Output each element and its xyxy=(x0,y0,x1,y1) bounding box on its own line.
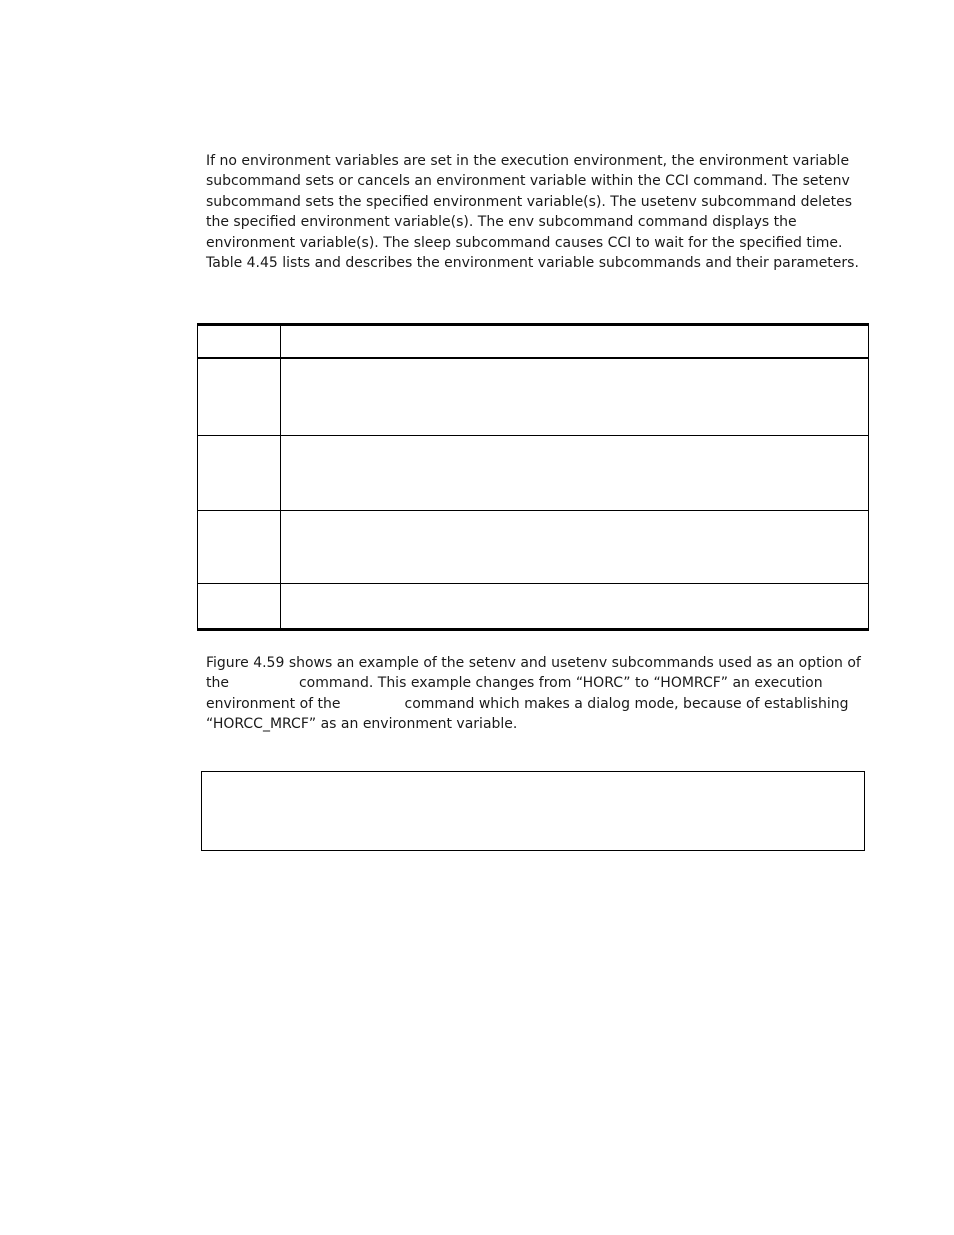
intro-line: If no environment variables are set in the execution environment, the environment variable xyxy=(206,153,850,169)
figure-intro-paragraph xyxy=(206,653,866,735)
figure-intro-line xyxy=(206,694,866,714)
figure-intro-line: “HORCC_MRCF” as an environment variable. xyxy=(206,716,518,733)
table-cell xyxy=(281,436,868,510)
table-cell xyxy=(281,359,868,435)
example-figure-box xyxy=(201,771,865,851)
subcommand-table xyxy=(197,323,869,631)
figure-intro-line xyxy=(206,673,866,693)
table-cell xyxy=(198,584,281,628)
table-cell xyxy=(198,511,281,583)
intro-line: subcommand sets or cancels an environment variable within the CCI command. The setenv xyxy=(206,173,850,190)
text-fragment: the xyxy=(206,675,229,692)
table-cell xyxy=(198,359,281,435)
table-cell xyxy=(198,436,281,510)
table-row xyxy=(197,359,869,436)
intro-line: Table 4.45 lists and describes the environment variable subcommands and their parameters. xyxy=(206,255,859,272)
intro-line: environment variable(s). The sleep subcommand causes CCI to wait for the specified time. xyxy=(206,234,843,251)
table-row xyxy=(197,511,869,584)
table-row xyxy=(197,584,869,628)
figure-intro-line: Figure 4.59 shows an example of the setenv and usetenv subcommands used as an option of xyxy=(206,655,861,671)
text-fragment: command. This example changes from “HORC” to “HOMRCF” an execution xyxy=(298,675,823,692)
table-header-row xyxy=(197,326,869,359)
header-cell-subcommand xyxy=(198,326,281,357)
text-fragment: environment of the xyxy=(206,695,341,712)
intro-line: subcommand sets the specified environment variable(s). The usetenv subcommand deletes xyxy=(206,193,853,210)
table-cell xyxy=(281,584,868,628)
intro-line: the specified environment variable(s). The env subcommand command displays the xyxy=(206,214,797,231)
intro-paragraph xyxy=(206,151,866,273)
header-cell-description xyxy=(281,326,868,357)
text-fragment: command which makes a dialog mode, because of establishing xyxy=(404,695,849,712)
table-cell xyxy=(281,511,868,583)
table-row xyxy=(197,436,869,511)
